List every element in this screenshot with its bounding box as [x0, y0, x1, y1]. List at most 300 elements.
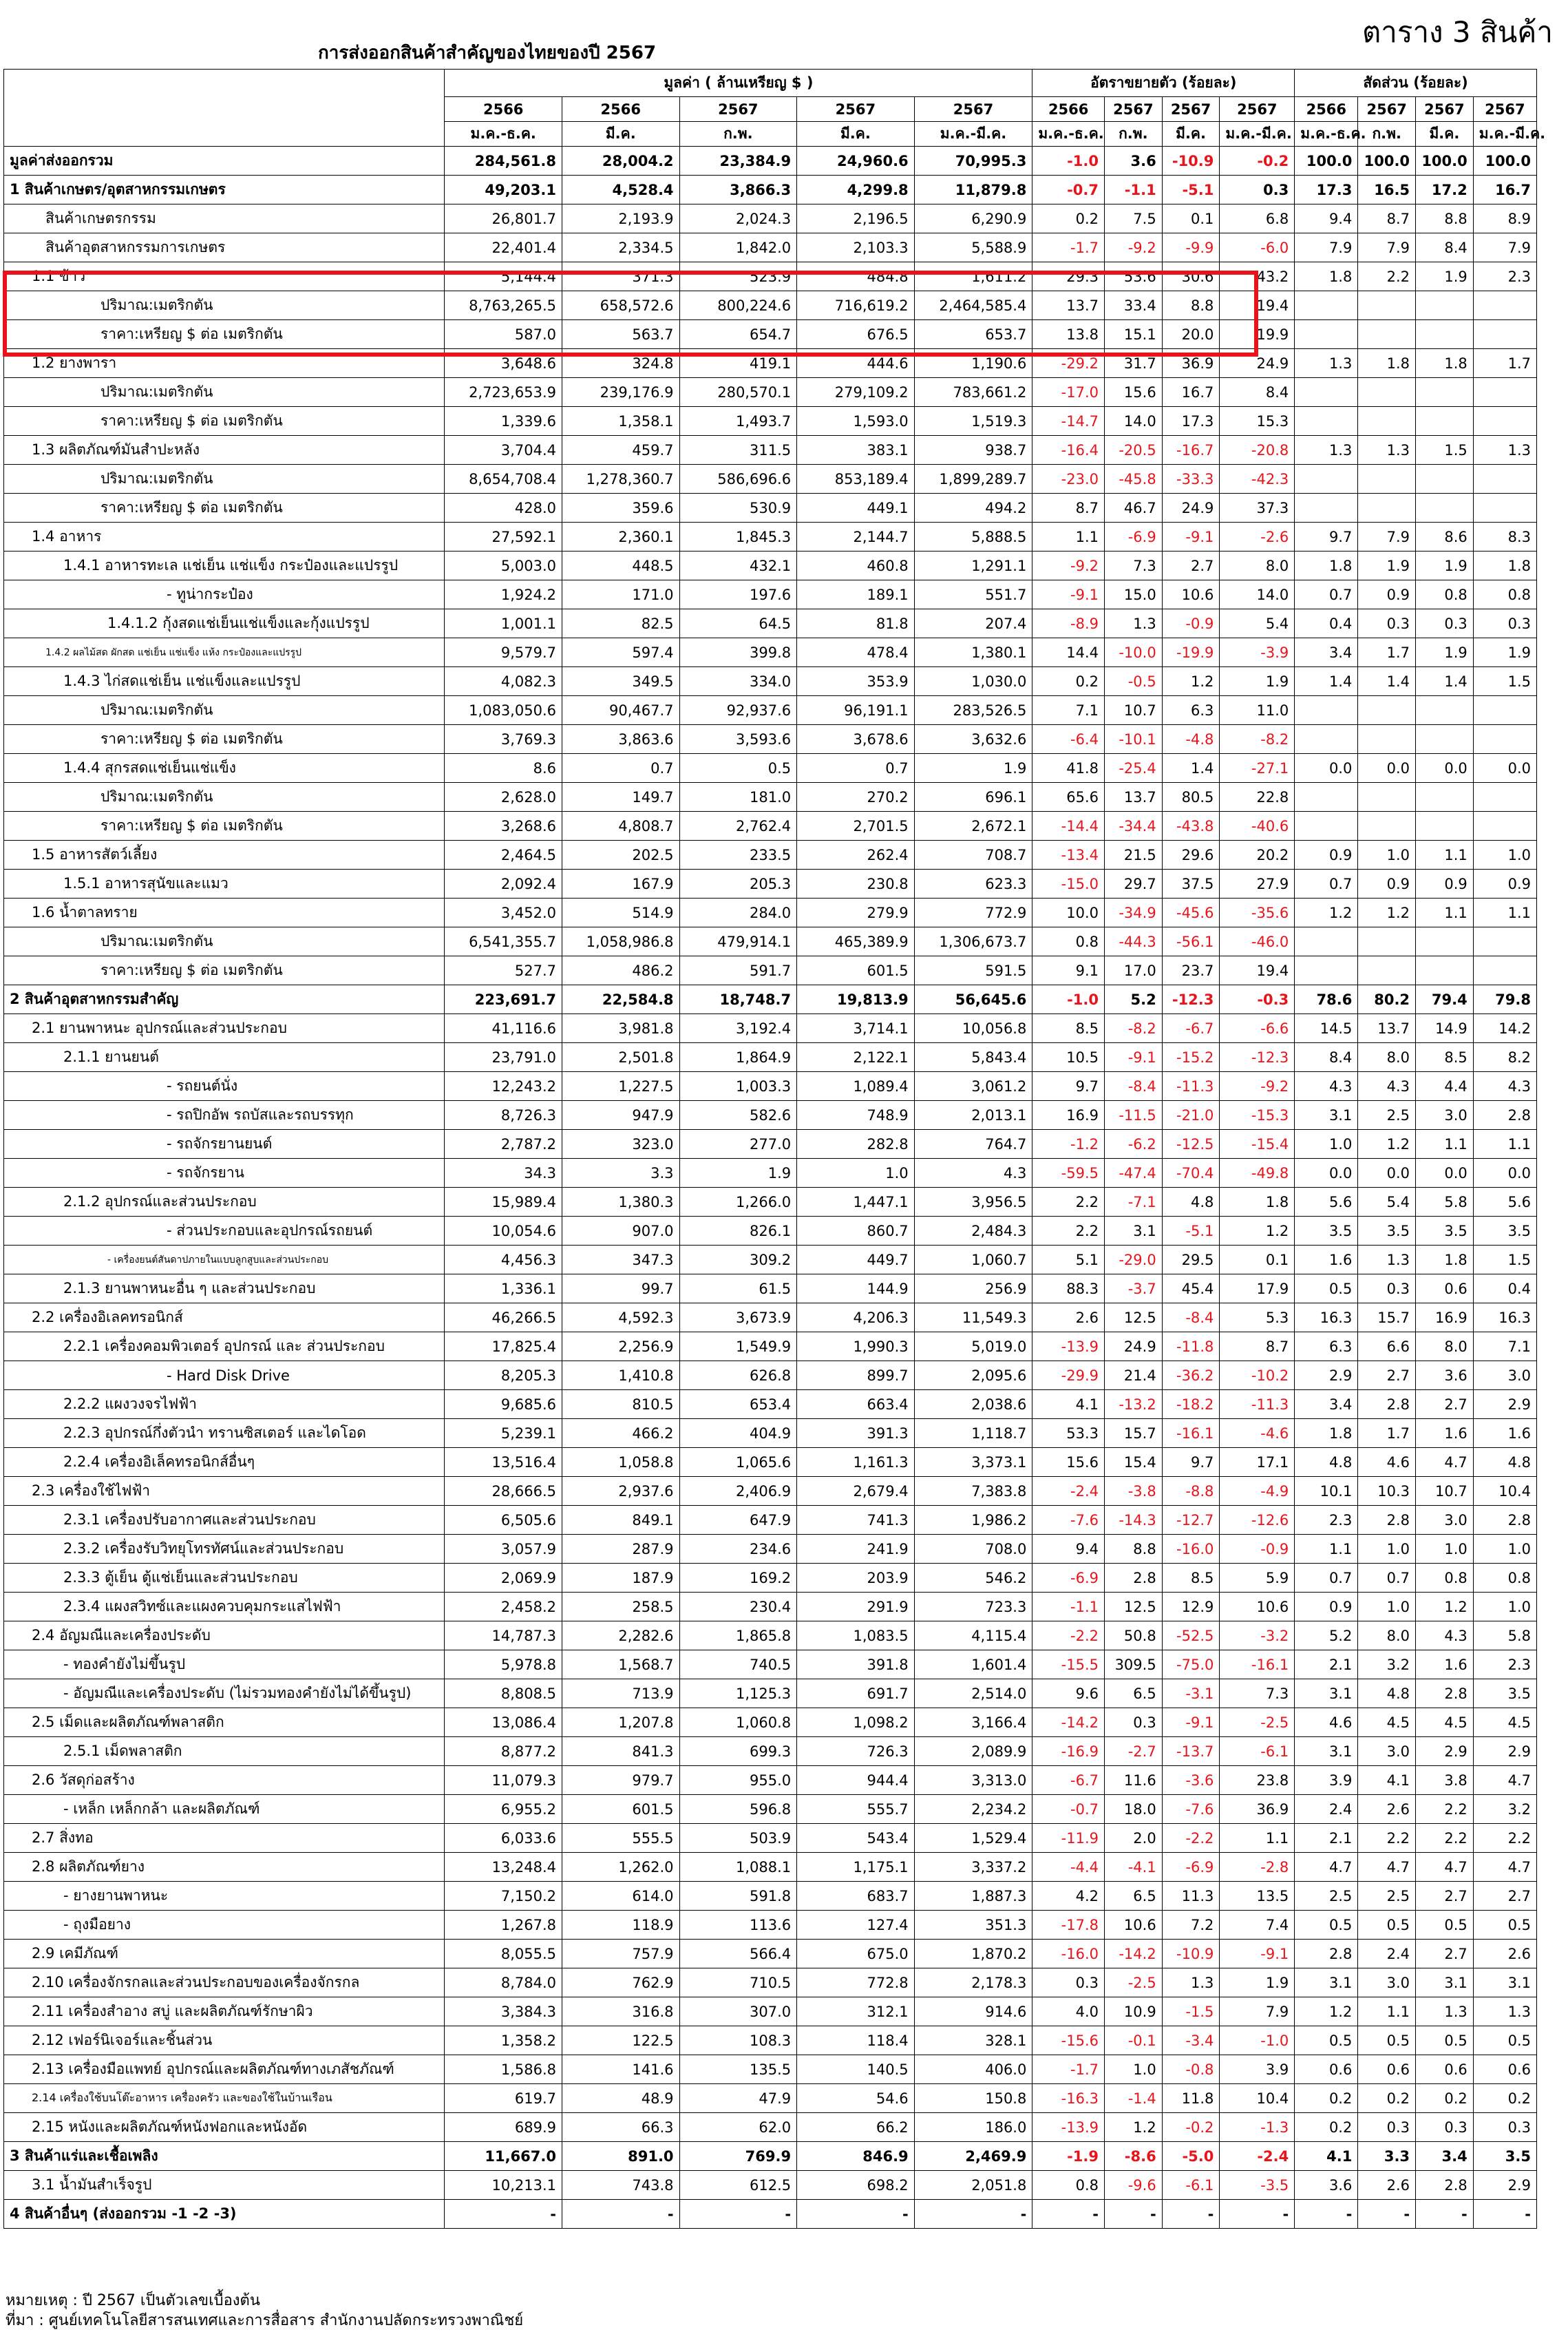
growth-cell: 15.6 — [1032, 1448, 1105, 1477]
value-header-period: มี.ค. — [562, 122, 679, 147]
growth-cell: 5.9 — [1220, 1564, 1295, 1593]
value-cell: 1,586.8 — [445, 2055, 562, 2084]
share-cell — [1358, 465, 1416, 494]
share-header-period: ม.ค.-มี.ค. — [1473, 122, 1536, 147]
growth-cell: -16.0 — [1032, 1940, 1105, 1968]
table-row — [4, 1535, 1537, 1564]
share-cell: 3.1 — [1295, 1101, 1358, 1130]
value-cell: 3,593.6 — [679, 725, 797, 754]
share-cell: 2.8 — [1295, 1940, 1358, 1968]
share-cell: 1.9 — [1473, 638, 1536, 667]
share-cell: 16.9 — [1416, 1303, 1474, 1332]
growth-cell: 4.2 — [1032, 1882, 1105, 1911]
share-cell: 4.8 — [1295, 1448, 1358, 1477]
row-label: ปริมาณ:เมตริกตัน — [4, 927, 445, 956]
share-cell: - — [1358, 2200, 1416, 2229]
share-header-period: ก.พ. — [1358, 122, 1416, 147]
growth-cell: 45.4 — [1162, 1274, 1220, 1303]
growth-cell: -16.1 — [1162, 1419, 1220, 1448]
growth-cell: -1.1 — [1032, 1593, 1105, 1621]
value-cell: 683.7 — [797, 1882, 915, 1911]
share-cell: 0.5 — [1473, 2026, 1536, 2055]
share-cell — [1416, 812, 1474, 841]
share-cell — [1416, 320, 1474, 349]
value-cell: 391.8 — [797, 1650, 915, 1679]
growth-cell: -9.2 — [1032, 552, 1105, 580]
growth-cell: 4.0 — [1032, 1997, 1105, 2026]
growth-cell: 4.1 — [1032, 1390, 1105, 1419]
growth-cell: 1.4 — [1162, 754, 1220, 783]
share-cell: 1.0 — [1295, 1130, 1358, 1159]
share-cell — [1416, 407, 1474, 436]
growth-cell: 12.5 — [1104, 1303, 1162, 1332]
growth-cell: 5.4 — [1220, 609, 1295, 638]
share-cell: 0.2 — [1295, 2113, 1358, 2142]
value-cell: 19,813.9 — [797, 985, 915, 1014]
growth-cell: -0.9 — [1220, 1535, 1295, 1564]
growth-cell: 1.0 — [1104, 2055, 1162, 2084]
value-cell: 478.4 — [797, 638, 915, 667]
value-cell: - — [914, 2200, 1032, 2229]
share-cell: 4.5 — [1416, 1708, 1474, 1737]
share-cell: 0.9 — [1295, 1593, 1358, 1621]
share-cell: 1.1 — [1473, 899, 1536, 927]
row-label: 1.5 อาหารสัตว์เลี้ยง — [4, 841, 445, 870]
value-cell: 8,654,708.4 — [445, 465, 562, 494]
growth-cell: 19.4 — [1220, 291, 1295, 320]
share-cell: 1.0 — [1473, 1593, 1536, 1621]
share-cell: 100.0 — [1473, 147, 1536, 176]
share-cell: 8.2 — [1473, 1043, 1536, 1072]
table-row — [4, 1795, 1537, 1824]
value-cell: 4,808.7 — [562, 812, 679, 841]
growth-cell: -1.9 — [1032, 2142, 1105, 2171]
growth-cell: 17.9 — [1220, 1274, 1295, 1303]
header-group-share: สัดส่วน (ร้อยละ) — [1295, 70, 1537, 97]
growth-cell: -56.1 — [1162, 927, 1220, 956]
share-cell: 8.8 — [1416, 204, 1474, 233]
value-cell: 3,866.3 — [679, 176, 797, 204]
share-cell: 16.5 — [1358, 176, 1416, 204]
growth-cell: -9.1 — [1162, 523, 1220, 552]
table-row — [4, 1101, 1537, 1130]
growth-cell: -0.9 — [1162, 609, 1220, 638]
growth-cell: -6.6 — [1220, 1014, 1295, 1043]
table-row — [4, 2200, 1537, 2229]
table-row — [4, 1448, 1537, 1477]
value-cell: 279.9 — [797, 899, 915, 927]
share-cell: 80.2 — [1358, 985, 1416, 1014]
row-label: 2.9 เคมีภัณฑ์ — [4, 1940, 445, 1968]
table-row — [4, 667, 1537, 696]
value-cell: 2,089.9 — [914, 1737, 1032, 1766]
row-label: - รถจักรยาน — [4, 1159, 445, 1188]
share-cell: 5.8 — [1473, 1621, 1536, 1650]
value-cell: 428.0 — [445, 494, 562, 523]
value-cell: 4,082.3 — [445, 667, 562, 696]
value-cell: 4,206.3 — [797, 1303, 915, 1332]
value-cell: 1,864.9 — [679, 1043, 797, 1072]
value-cell: 27,592.1 — [445, 523, 562, 552]
share-cell: 10.1 — [1295, 1477, 1358, 1506]
share-cell: 8.0 — [1358, 1043, 1416, 1072]
value-cell: 6,541,355.7 — [445, 927, 562, 956]
value-header-year: 2567 — [679, 97, 797, 122]
share-cell: 4.4 — [1416, 1072, 1474, 1101]
share-cell: 3.5 — [1473, 1217, 1536, 1246]
value-cell: 612.5 — [679, 2171, 797, 2200]
growth-cell: 19.4 — [1220, 956, 1295, 985]
row-label: 2.12 เฟอร์นิเจอร์และชิ้นส่วน — [4, 2026, 445, 2055]
table-row — [4, 1332, 1537, 1361]
share-cell: 0.5 — [1295, 1911, 1358, 1940]
value-cell: 591.7 — [679, 956, 797, 985]
share-cell — [1358, 725, 1416, 754]
share-cell: 1.0 — [1473, 1535, 1536, 1564]
value-cell: 1,593.0 — [797, 407, 915, 436]
share-cell: 4.7 — [1295, 1853, 1358, 1882]
value-cell: 1,003.3 — [679, 1072, 797, 1101]
table-row — [4, 870, 1537, 899]
value-cell: 619.7 — [445, 2084, 562, 2113]
row-label: - รถยนต์นั่ง — [4, 1072, 445, 1101]
growth-cell: 1.9 — [1220, 667, 1295, 696]
growth-cell: 29.3 — [1032, 262, 1105, 291]
value-cell: 141.6 — [562, 2055, 679, 2084]
growth-cell: 33.4 — [1104, 291, 1162, 320]
value-cell: 979.7 — [562, 1766, 679, 1795]
table-row — [4, 1650, 1537, 1679]
value-cell: 113.6 — [679, 1911, 797, 1940]
share-cell: 4.7 — [1358, 1853, 1416, 1882]
share-cell: 17.3 — [1295, 176, 1358, 204]
value-cell: 530.9 — [679, 494, 797, 523]
growth-cell: -40.6 — [1220, 812, 1295, 841]
growth-cell: -15.4 — [1220, 1130, 1295, 1159]
value-cell: 675.0 — [797, 1940, 915, 1968]
growth-cell: -7.6 — [1162, 1795, 1220, 1824]
value-cell: 449.7 — [797, 1246, 915, 1274]
growth-cell: 1.1 — [1220, 1824, 1295, 1853]
value-cell: 1,336.1 — [445, 1274, 562, 1303]
share-cell: 0.6 — [1473, 2055, 1536, 2084]
share-cell: 2.7 — [1416, 1390, 1474, 1419]
value-cell: 284,561.8 — [445, 147, 562, 176]
value-cell: 947.9 — [562, 1101, 679, 1130]
value-cell: 1,447.1 — [797, 1188, 915, 1217]
growth-cell: -34.9 — [1104, 899, 1162, 927]
growth-header-year: 2567 — [1104, 97, 1162, 122]
value-cell: 223,691.7 — [445, 985, 562, 1014]
share-cell — [1358, 812, 1416, 841]
row-label: 2.6 วัสดุก่อสร้าง — [4, 1766, 445, 1795]
growth-cell: -59.5 — [1032, 1159, 1105, 1188]
share-cell: 10.3 — [1358, 1477, 1416, 1506]
growth-cell: 30.6 — [1162, 262, 1220, 291]
row-label: 1.4.4 สุกรสดแช่เย็นแช่แข็ง — [4, 754, 445, 783]
share-cell: 7.9 — [1295, 233, 1358, 262]
growth-cell: -13.2 — [1104, 1390, 1162, 1419]
growth-cell: -12.3 — [1162, 985, 1220, 1014]
growth-cell: 13.5 — [1220, 1882, 1295, 1911]
share-cell — [1295, 725, 1358, 754]
share-cell: 0.4 — [1473, 1274, 1536, 1303]
value-cell: 1,990.3 — [797, 1332, 915, 1361]
value-cell: 2,193.9 — [562, 204, 679, 233]
row-label: 2.5 เม็ดและผลิตภัณฑ์พลาสติก — [4, 1708, 445, 1737]
share-cell: 0.3 — [1473, 609, 1536, 638]
share-cell: 2.8 — [1473, 1506, 1536, 1535]
growth-cell: -16.9 — [1032, 1737, 1105, 1766]
growth-cell: 23.8 — [1220, 1766, 1295, 1795]
footnote-note: หมายเหตุ : ปี 2567 เป็นตัวเลขเบื้องต้น — [6, 2292, 260, 2309]
growth-cell: -18.2 — [1162, 1390, 1220, 1419]
table-row — [4, 1708, 1537, 1737]
value-cell: 1,611.2 — [914, 262, 1032, 291]
growth-cell: -10.9 — [1162, 1940, 1220, 1968]
growth-cell: 27.9 — [1220, 870, 1295, 899]
growth-cell: 3.9 — [1220, 2055, 1295, 2084]
growth-cell: 7.3 — [1104, 552, 1162, 580]
row-label: 2.1.3 ยานพาหนะอื่น ๆ และส่วนประกอบ — [4, 1274, 445, 1303]
value-cell: 118.4 — [797, 2026, 915, 2055]
growth-cell: 9.1 — [1032, 956, 1105, 985]
growth-cell: -4.6 — [1220, 1419, 1295, 1448]
share-cell: 8.4 — [1416, 233, 1474, 262]
value-cell: 135.5 — [679, 2055, 797, 2084]
growth-cell: -3.8 — [1104, 1477, 1162, 1506]
value-cell: 2,103.3 — [797, 233, 915, 262]
growth-cell: -6.9 — [1104, 523, 1162, 552]
share-cell: 2.8 — [1358, 1506, 1416, 1535]
row-label: 2.8 ผลิตภัณฑ์ยาง — [4, 1853, 445, 1882]
value-cell: 1,190.6 — [914, 349, 1032, 378]
share-cell: 15.7 — [1358, 1303, 1416, 1332]
growth-cell: 16.9 — [1032, 1101, 1105, 1130]
value-cell: 2,701.5 — [797, 812, 915, 841]
value-cell: 122.5 — [562, 2026, 679, 2055]
value-cell: 1,161.3 — [797, 1448, 915, 1477]
share-cell: 3.5 — [1473, 2142, 1536, 2171]
value-cell: 696.1 — [914, 783, 1032, 812]
row-label: 1.4.1.2 กุ้งสดแช่เย็นแช่แข็งและกุ้งแปรรูป — [4, 609, 445, 638]
growth-cell: -3.4 — [1162, 2026, 1220, 2055]
share-cell: 1.1 — [1416, 841, 1474, 870]
share-cell: 0.6 — [1416, 1274, 1474, 1303]
share-cell: 2.8 — [1416, 2171, 1474, 2200]
value-cell: - — [445, 2200, 562, 2229]
table-row — [4, 2142, 1537, 2171]
value-cell: 277.0 — [679, 1130, 797, 1159]
growth-cell: -27.1 — [1220, 754, 1295, 783]
value-cell: 262.4 — [797, 841, 915, 870]
value-cell: 8.6 — [445, 754, 562, 783]
value-cell: 448.5 — [562, 552, 679, 580]
share-cell: 8.0 — [1416, 1332, 1474, 1361]
value-cell: 4,456.3 — [445, 1246, 562, 1274]
table-row — [4, 1303, 1537, 1332]
growth-cell: 0.2 — [1032, 667, 1105, 696]
share-cell: 3.2 — [1358, 1650, 1416, 1679]
share-cell — [1473, 812, 1536, 841]
growth-cell: 5.3 — [1220, 1303, 1295, 1332]
value-cell: 3,673.9 — [679, 1303, 797, 1332]
value-cell: 34.3 — [445, 1159, 562, 1188]
value-cell: 465,389.9 — [797, 927, 915, 956]
table-row — [4, 1159, 1537, 1188]
value-cell: 96,191.1 — [797, 696, 915, 725]
share-cell: 1.3 — [1295, 436, 1358, 465]
share-cell: 0.9 — [1358, 870, 1416, 899]
value-cell: 1,001.1 — [445, 609, 562, 638]
value-cell: 8,726.3 — [445, 1101, 562, 1130]
value-cell: 2,234.2 — [914, 1795, 1032, 1824]
share-cell: 0.8 — [1473, 1564, 1536, 1593]
share-cell: 0.0 — [1473, 754, 1536, 783]
growth-cell: 14.0 — [1104, 407, 1162, 436]
value-cell: 2,464,585.4 — [914, 291, 1032, 320]
share-cell: 4.3 — [1358, 1072, 1416, 1101]
share-cell: 0.9 — [1416, 870, 1474, 899]
share-cell: 2.4 — [1295, 1795, 1358, 1824]
share-cell: 0.0 — [1473, 1159, 1536, 1188]
share-cell: 17.2 — [1416, 176, 1474, 204]
share-cell: 2.7 — [1358, 1361, 1416, 1390]
share-cell: 1.2 — [1358, 1130, 1416, 1159]
growth-cell: 0.3 — [1032, 1968, 1105, 1997]
growth-cell: - — [1220, 2200, 1295, 2229]
growth-cell: -10.1 — [1104, 725, 1162, 754]
growth-cell: -11.3 — [1220, 1390, 1295, 1419]
growth-cell: -2.7 — [1104, 1737, 1162, 1766]
share-cell: 1.5 — [1416, 436, 1474, 465]
growth-cell: -0.7 — [1032, 1795, 1105, 1824]
value-cell: 1,924.2 — [445, 580, 562, 609]
growth-cell: 17.0 — [1104, 956, 1162, 985]
share-cell: 2.8 — [1358, 1390, 1416, 1419]
value-cell: 371.3 — [562, 262, 679, 291]
share-cell: 1.4 — [1358, 667, 1416, 696]
value-cell: 1,358.2 — [445, 2026, 562, 2055]
share-cell: 0.7 — [1358, 1564, 1416, 1593]
value-cell: 92,937.6 — [679, 696, 797, 725]
value-cell: 5,003.0 — [445, 552, 562, 580]
share-cell: 2.2 — [1358, 262, 1416, 291]
share-cell: 4.8 — [1473, 1448, 1536, 1477]
growth-cell: -2.6 — [1220, 523, 1295, 552]
share-cell: 1.8 — [1295, 552, 1358, 580]
value-cell: 3,678.6 — [797, 725, 915, 754]
row-label: 2.11 เครื่องสำอาง สบู่ และผลิตภัณฑ์รักษาผิว — [4, 1997, 445, 2026]
share-cell: 14.5 — [1295, 1014, 1358, 1043]
share-cell: 0.0 — [1416, 1159, 1474, 1188]
share-cell: 2.1 — [1295, 1824, 1358, 1853]
share-cell — [1473, 378, 1536, 407]
growth-cell: -0.7 — [1032, 176, 1105, 204]
growth-cell: 88.3 — [1032, 1274, 1105, 1303]
value-cell: 3,057.9 — [445, 1535, 562, 1564]
value-cell: 241.9 — [797, 1535, 915, 1564]
share-cell: 0.7 — [1295, 1564, 1358, 1593]
growth-cell: -9.1 — [1104, 1043, 1162, 1072]
value-cell: 689.9 — [445, 2113, 562, 2142]
value-cell: 311.5 — [679, 436, 797, 465]
row-label: 1.6 น้ำตาลทราย — [4, 899, 445, 927]
share-cell — [1358, 407, 1416, 436]
value-cell: 230.8 — [797, 870, 915, 899]
share-cell: 1.9 — [1416, 638, 1474, 667]
value-cell: 4,115.4 — [914, 1621, 1032, 1650]
value-cell: 82.5 — [562, 609, 679, 638]
value-cell: 7,383.8 — [914, 1477, 1032, 1506]
share-cell: 4.7 — [1473, 1853, 1536, 1882]
value-cell: 15,989.4 — [445, 1188, 562, 1217]
value-cell: 1,058.8 — [562, 1448, 679, 1477]
table-row — [4, 1419, 1537, 1448]
table-row — [4, 985, 1537, 1014]
table-row — [4, 1188, 1537, 1217]
row-label: ราคา:เหรียญ $ ต่อ เมตริกตัน — [4, 407, 445, 436]
share-header-year: 2567 — [1358, 97, 1416, 122]
row-label: - ส่วนประกอบและอุปกรณ์รถยนต์ — [4, 1217, 445, 1246]
growth-cell: -6.9 — [1032, 1564, 1105, 1593]
share-cell: 3.4 — [1295, 1390, 1358, 1419]
growth-cell: 0.2 — [1032, 204, 1105, 233]
value-cell: 258.5 — [562, 1593, 679, 1621]
value-cell: 347.3 — [562, 1246, 679, 1274]
table-row — [4, 754, 1537, 783]
growth-cell: 0.1 — [1162, 204, 1220, 233]
growth-cell: 37.5 — [1162, 870, 1220, 899]
growth-cell: 7.5 — [1104, 204, 1162, 233]
growth-cell: -6.2 — [1104, 1130, 1162, 1159]
share-cell: 8.9 — [1473, 204, 1536, 233]
value-cell: 826.1 — [679, 1217, 797, 1246]
growth-cell: 8.8 — [1104, 1535, 1162, 1564]
value-cell: 1,870.2 — [914, 1940, 1032, 1968]
share-cell: 5.6 — [1295, 1188, 1358, 1217]
share-cell — [1473, 696, 1536, 725]
row-label: 1.4.3 ไก่สดแช่เย็น แช่แข็งและแปรรูป — [4, 667, 445, 696]
table-row — [4, 465, 1537, 494]
growth-cell: 53.3 — [1032, 1419, 1105, 1448]
share-cell: 0.0 — [1416, 754, 1474, 783]
value-cell: 626.8 — [679, 1361, 797, 1390]
share-cell: 3.2 — [1473, 1795, 1536, 1824]
value-cell: 566.4 — [679, 1940, 797, 1968]
growth-cell: -13.7 — [1162, 1737, 1220, 1766]
share-cell: 1.9 — [1416, 552, 1474, 580]
value-cell: 26,801.7 — [445, 204, 562, 233]
value-cell: 1,568.7 — [562, 1650, 679, 1679]
growth-header-year: 2566 — [1032, 97, 1105, 122]
growth-cell: 7.1 — [1032, 696, 1105, 725]
growth-cell: 7.9 — [1220, 1997, 1295, 2026]
value-cell: 591.8 — [679, 1882, 797, 1911]
share-cell: 1.8 — [1416, 349, 1474, 378]
row-label: 2.3.4 แผงสวิทซ์และแผงควบคุมกระแสไฟฟ้า — [4, 1593, 445, 1621]
growth-cell: -2.5 — [1104, 1968, 1162, 1997]
share-cell: 1.8 — [1295, 262, 1358, 291]
value-cell: 899.7 — [797, 1361, 915, 1390]
share-cell: 1.1 — [1416, 899, 1474, 927]
table-row — [4, 349, 1537, 378]
value-cell: 653.4 — [679, 1390, 797, 1419]
value-cell: 1.0 — [797, 1159, 915, 1188]
share-cell: 2.9 — [1473, 2171, 1536, 2200]
value-cell: 17,825.4 — [445, 1332, 562, 1361]
share-cell: 4.8 — [1358, 1679, 1416, 1708]
